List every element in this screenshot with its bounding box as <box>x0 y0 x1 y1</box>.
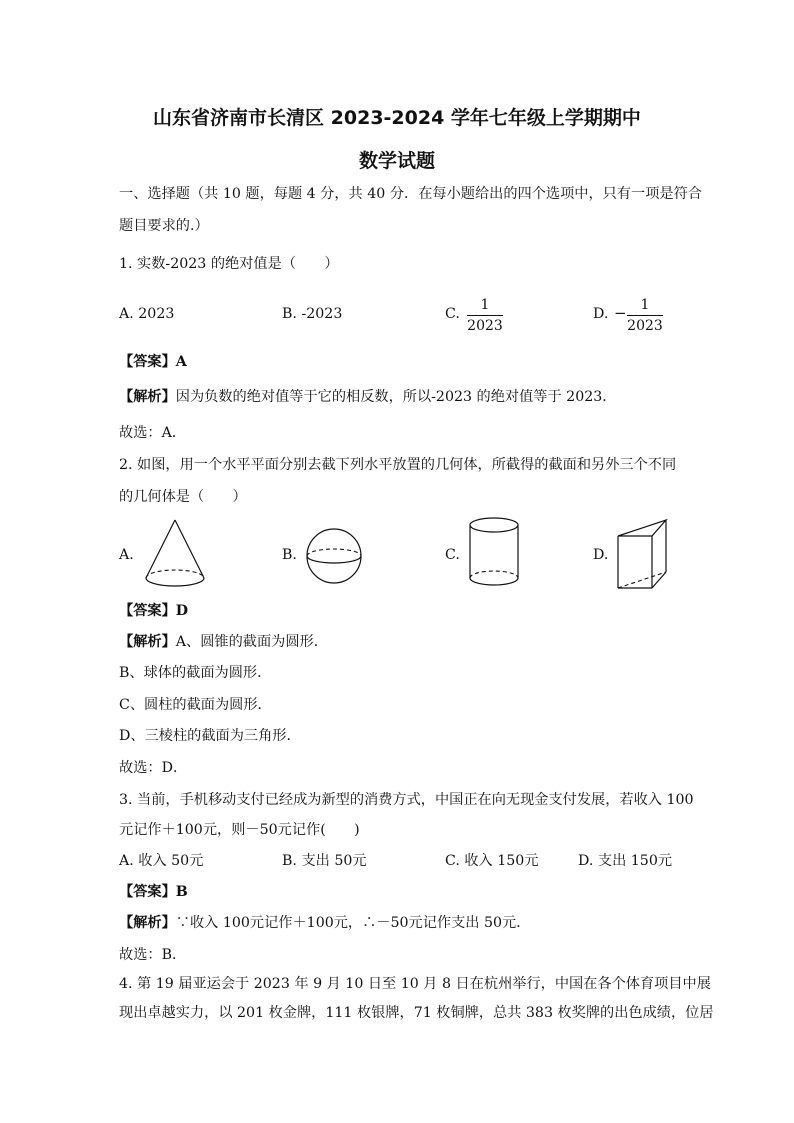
q2-analysis-b: B、球体的截面为圆形． <box>119 665 272 681</box>
q3-stem-line1: 3. 当前，手机移动支付已经成为新型的消费方式，中国正在向无现金支付发展，若收入 100 <box>119 792 694 808</box>
q3-option-c: C. 收入 150元 <box>445 853 539 869</box>
page-title: 山东省济南市长清区 2023-2024 学年七年级上学期期中 <box>153 107 641 129</box>
q1-answer: 【答案】A <box>119 354 187 370</box>
q1-stem: 1. 实数-2023 的绝对值是（ ） <box>119 256 339 272</box>
q2-stem-line2: 的几何体是（ ） <box>119 489 247 505</box>
q3-analysis <box>119 913 679 933</box>
q2-conclusion: 故选：D． <box>119 760 188 776</box>
q2-option-b: B. <box>282 547 297 563</box>
section-intro-line1: 一、选择题（共 10 题，每题 4 分，共 40 分．在每小题给出的四个选项中，只有一项是符合 <box>119 186 702 202</box>
q2-answer: 【答案】D <box>119 603 189 619</box>
cylinder-icon <box>466 516 522 588</box>
q1-option-c-label: C. <box>445 306 460 322</box>
analysis-tag: 【解析】 <box>119 389 176 405</box>
q1-option-d-fraction <box>623 296 667 335</box>
q2-stem-line1: 2. 如图，用一个水平平面分别去截下列水平放置的几何体，所截得的截面和另外三个不同 <box>119 457 677 473</box>
q2-option-d: D. <box>593 547 609 563</box>
section-intro-line2: 题目要求的.） <box>119 218 209 234</box>
fraction-bar <box>627 315 663 316</box>
q1-option-a: A. 2023 <box>119 306 175 322</box>
q3-analysis-text: ∵收入 100元记作＋100元，∴－50元记作支出 50元． <box>175 915 531 931</box>
q1-option-b: B. -2023 <box>282 306 343 322</box>
q1-analysis-text: 因为负数的绝对值等于它的相反数，所以-2023 的绝对值等于 2023． <box>175 389 617 405</box>
q1-conclusion: 故选：A． <box>119 425 186 441</box>
q3-option-b: B. 支出 50元 <box>282 853 367 869</box>
q2-analysis-d: D、三棱柱的截面为三角形． <box>119 728 301 744</box>
q1-option-d-sign: − <box>614 304 627 322</box>
q2-option-a: A. <box>119 547 134 563</box>
page-subtitle: 数学试题 <box>358 150 435 172</box>
q3-answer: 【答案】B <box>119 884 188 900</box>
q2-option-c: C. <box>445 547 460 563</box>
q1-option-c-numerator: 1 <box>480 297 490 313</box>
q1-analysis <box>119 387 679 407</box>
q1-option-c-fraction <box>463 296 507 335</box>
q1-option-d-denominator: 2023 <box>627 318 663 334</box>
q2-analysis-c: C、圆柱的截面为圆形． <box>119 697 272 713</box>
q3-stem-line2: 元记作＋100元，则－50元记作( ) <box>119 822 360 838</box>
q4-stem-line1: 4. 第 19 届亚运会于 2023 年 9 月 10 日至 10 月 8 日在杭州举行，中国在各个体育项目中展 <box>119 976 711 992</box>
triangular-prism-icon <box>614 516 672 592</box>
cone-icon <box>140 518 210 590</box>
q3-option-d: D. 支出 150元 <box>578 853 673 869</box>
fraction-bar <box>467 315 503 316</box>
q4-stem-line2: 现出卓越实力，以 201 枚金牌，111 枚银牌，71 枚铜牌，总共 383 枚奖牌的出色成绩，位居 <box>119 1005 714 1021</box>
q2-analysis-line1 <box>119 632 679 652</box>
analysis-tag: 【解析】 <box>119 915 176 931</box>
q3-conclusion: 故选：B． <box>119 947 187 963</box>
sphere-icon <box>304 526 364 586</box>
q1-option-d-numerator: 1 <box>640 297 650 313</box>
q1-option-c-denominator: 2023 <box>467 318 503 334</box>
analysis-tag: 【解析】 <box>119 634 176 650</box>
q1-option-d-label: D. <box>593 306 609 322</box>
q3-option-a: A. 收入 50元 <box>119 853 204 869</box>
q2-analysis-a: A、圆锥的截面为圆形． <box>175 634 328 650</box>
